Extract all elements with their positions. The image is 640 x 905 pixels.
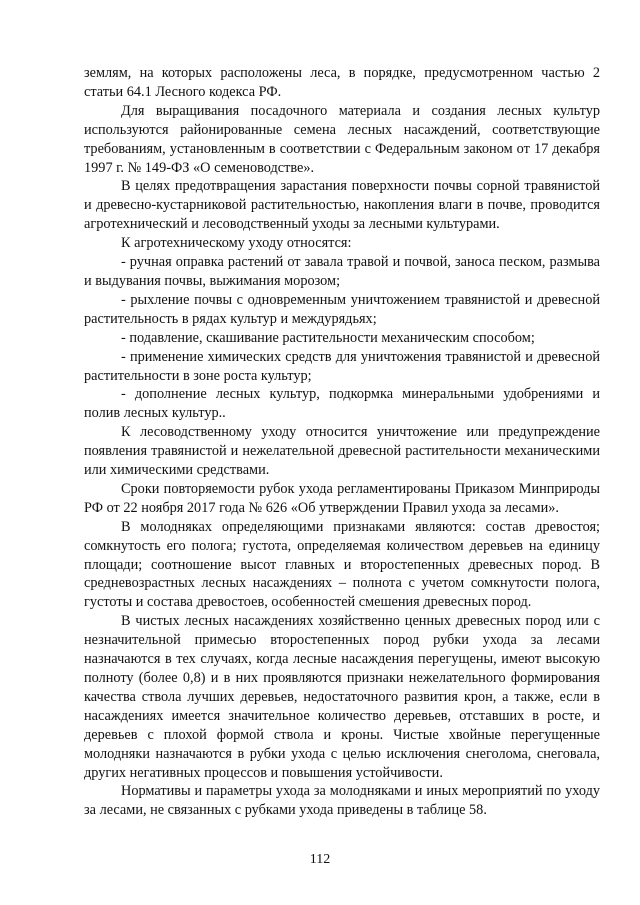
paragraph-norms-reference: Нормативы и параметры ухода за молодняками и иных мероприятий по уходу за лесами, не связанных с рубками ухода приведены в таблице 58. [84,783,600,819]
list-item-manual-care: - ручная оправка растений от завала травой и почвой, заноса песком, размыва и выдувания почвы, выжимания морозом; [84,254,600,289]
paragraph-pure-stands: В чистых лесных насаждениях хозяйственно ценных древесных пород или с незначительной примесью второстепенных пород рубки ухода за лесами назначаются в тех случаях, когда лесные насаждения перегущены, имеют высокую полноту (более 0,8) и в них проявляются признаки нежелательного формирования качества ствола лучших деревьев, недостаточного развития крон, а также, если в насаждениях имеется значительное количество деревьев, отставших в росте, и деревьев с плохой формой ствола и кроны. Чистые хвойные перегущенные молодняки назначаются в рубки ухода с целью исключения снеголома, снеговала, других негативных процессов и повышения устойчивости. [84,613,600,781]
paragraph-cutting-terms: Сроки повторяемости рубок ухода регламентированы Приказом Минприроды РФ от 22 ноября 2017 года № 626 «Об утверждении Правил ухода за лесами». [84,480,600,516]
list-item-supplement: - дополнение лесных культур, подкормка минеральными удобрениями и полив лесных культур.. [84,386,600,422]
paragraph-agrotech-intro: К агротехническому уходу относятся: [121,235,352,252]
list-item-mowing: - подавление, скашивание растительности механическим способом; [121,329,535,346]
paragraph-young-stands: В молодняках определяющими признаками являются: состав древостоя; сомкнутость его полога; густота, определяемая количеством деревьев на единицу площади; соотношение высот главных и второстепенных древесных пород. В средневозрастных лесных насаждениях – полнота с учетом сомкнутости полога, густоты и состава древостоев, особенностей смешения древесных пород. [84,518,600,611]
page-number: 112 [309,852,331,867]
paragraph-continuation: землям, на которых расположены леса, в порядке, предусмотренном частью 2 статьи 64.1 Лесного кодекса РФ. [84,65,600,100]
list-item-chemicals: - применение химических средств для уничтожения травянистой и древесной растительности в зоне роста культур; [84,348,600,384]
body-text [84,64,600,820]
paragraph-planting-material: Для выращивания посадочного материала и создания лесных культур используются районированные семена лесных насаждений, соответствующие требованиям, установленным в соответствии с Федеральным законом от 17 декабря 1997 г. № 149-ФЗ «О семеноводстве». [84,102,600,176]
list-item-loosening: - рыхление почвы с одновременным уничтожением травянистой и древесной растительность в рядах культур и междурядьях; [84,291,600,327]
paragraph-silvicultural-care: К лесоводственному уходу относится уничтожение или предупреждение появления травянистой и нежелательной древесной растительности механическими или химическими средствами. [84,424,600,479]
paragraph-overgrowth-prevention: В целях предотвращения зарастания поверхности почвы сорной травянистой и древесно-кустарниковой растительностью, накопления влаги в почве, проводится агротехнический и лесоводственный уходы за лесными культурами. [84,178,600,233]
